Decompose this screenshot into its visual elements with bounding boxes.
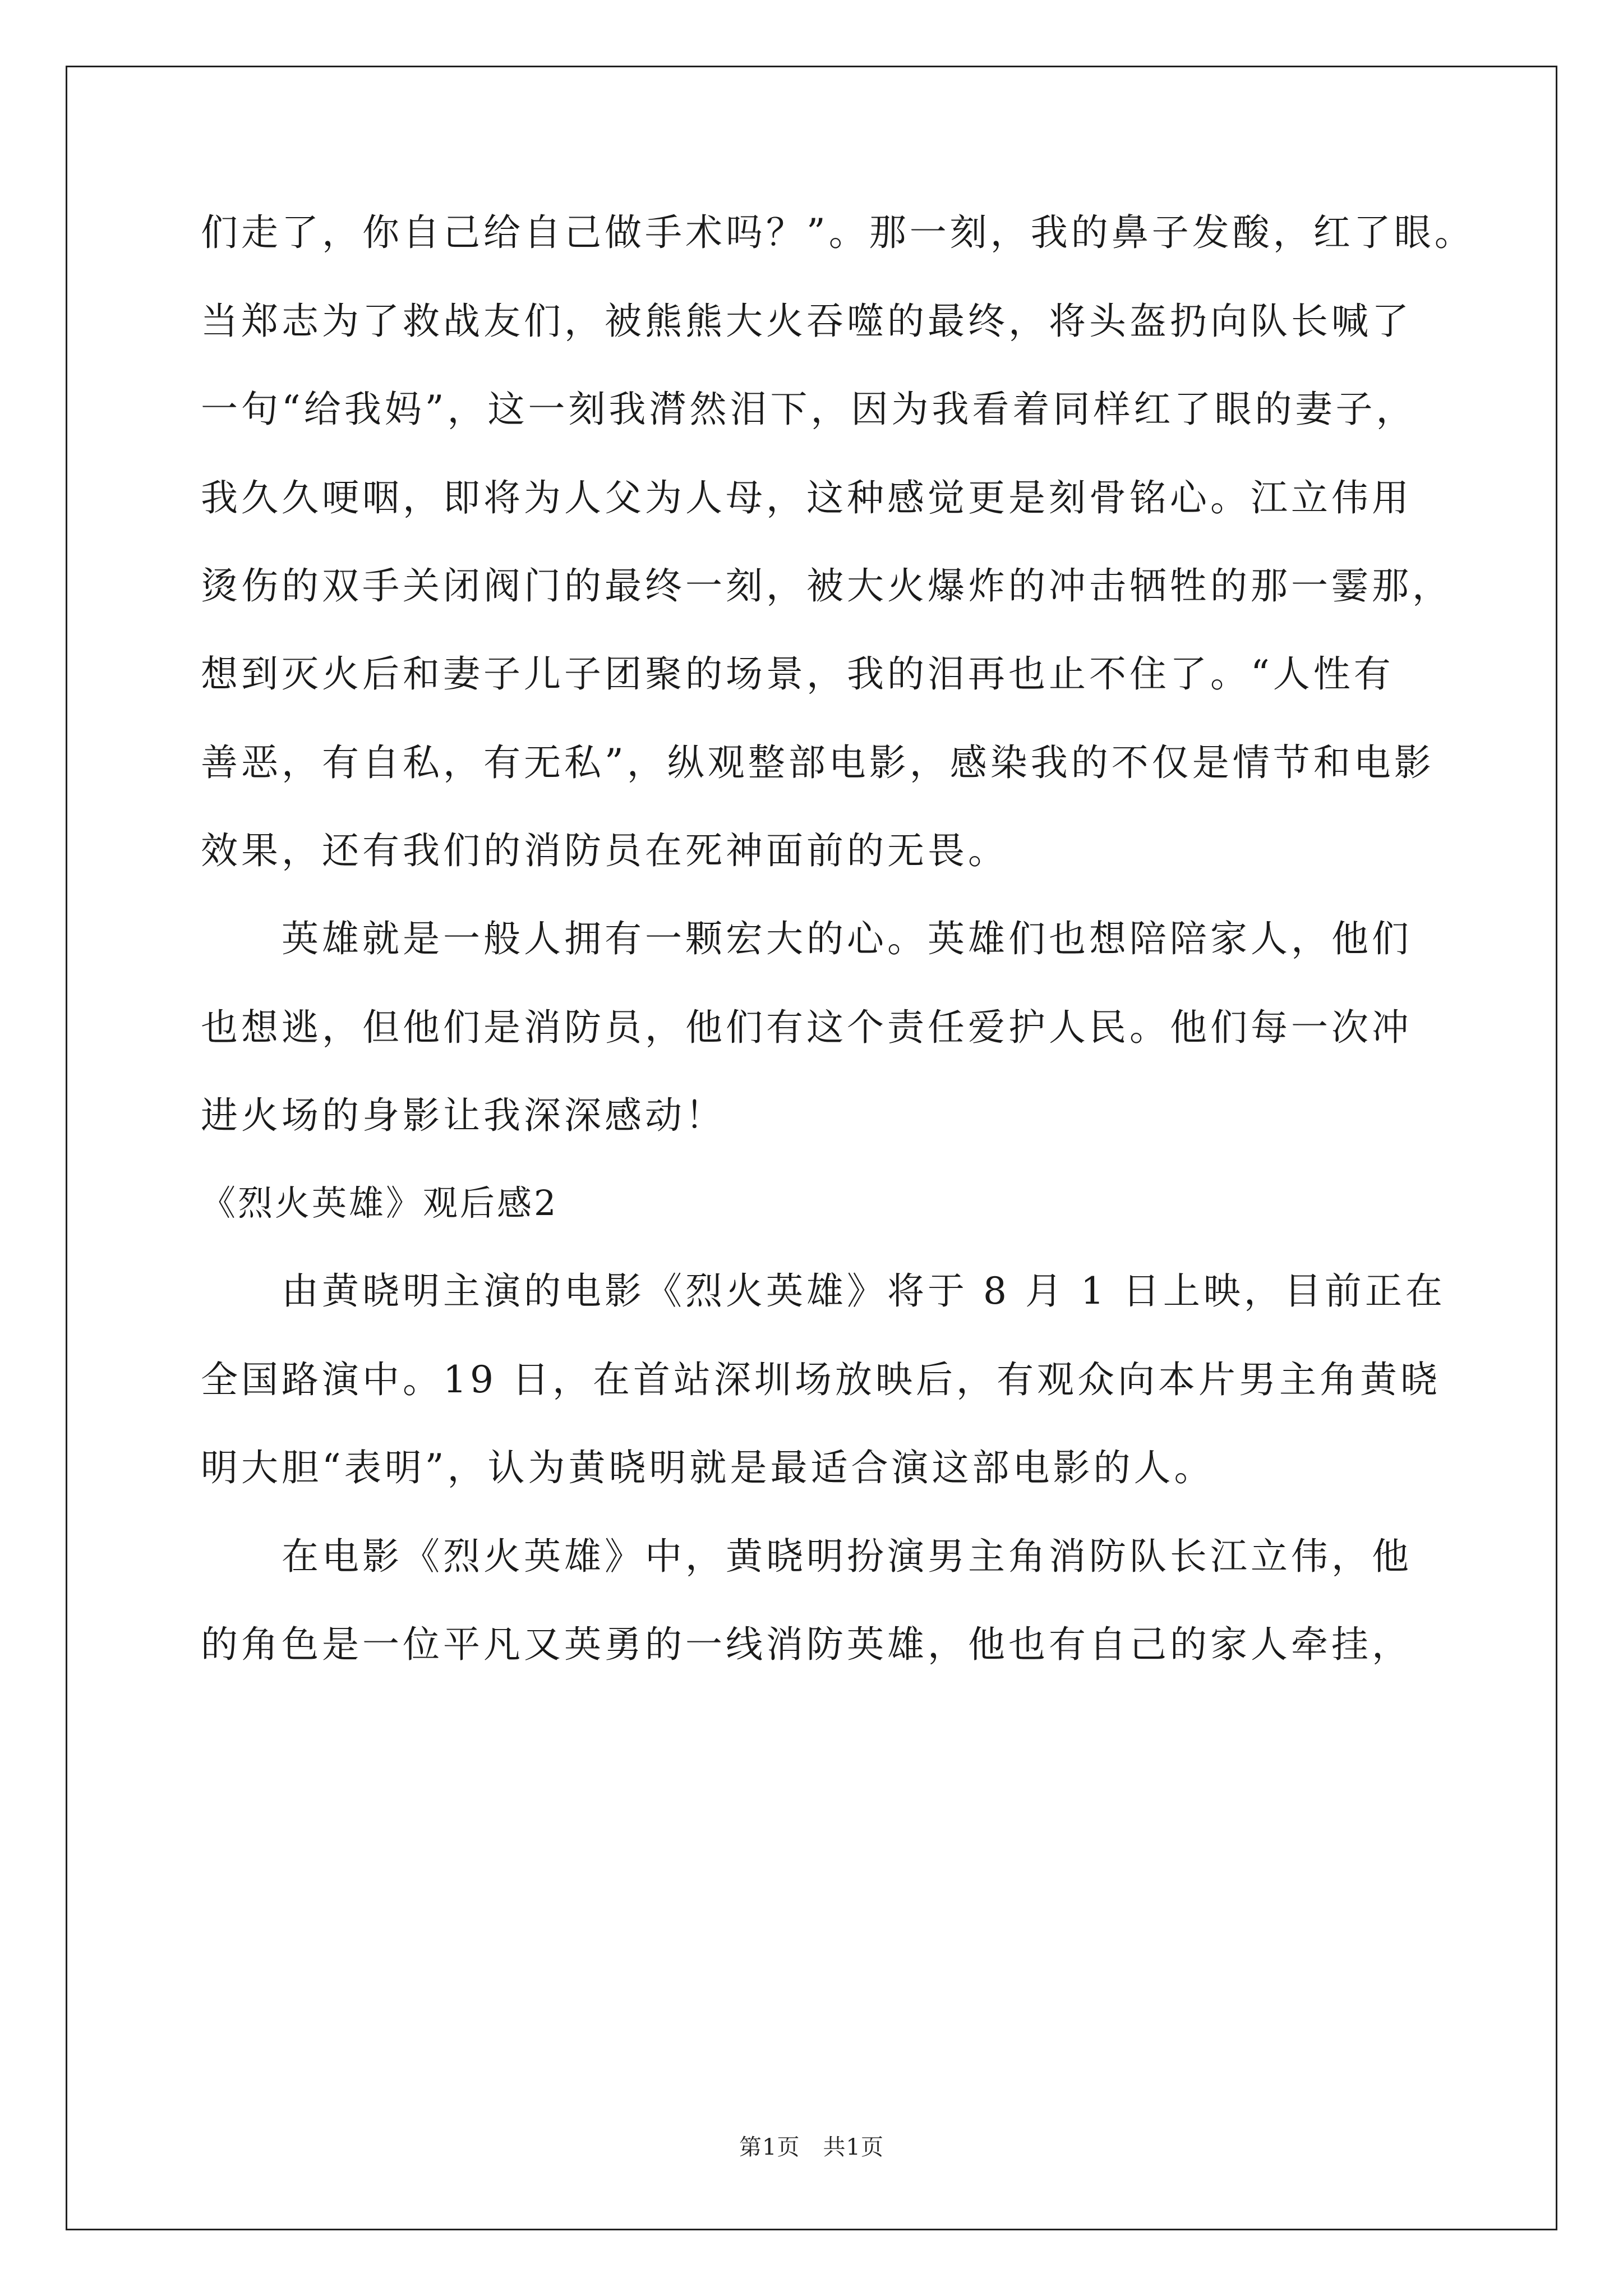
text-line: 在电影《烈火英雄》中，黄晓明扮演男主角消防队长江立伟，他 (282, 1535, 1412, 1578)
text-line: 我久久哽咽，即将为人父为人母，这种感觉更是刻骨铭心。江立伟用 (201, 476, 1412, 519)
text-line: 善恶，有自私，有无私”，纵观整部电影，感染我的不仅是情节和电影 (201, 741, 1435, 784)
text-line: 效果，还有我们的消防员在死神面前的无畏。 (201, 829, 1008, 872)
text-line: 烫伤的双手关闭阀门的最终一刻，被大火爆炸的冲击牺牲的那一霎那， (201, 564, 1453, 608)
page-number: 第1页 共1页 (739, 2134, 884, 2160)
text-line: 由黄晓明主演的电影《烈火英雄》将于 8 月 1 日上映，目前正在 (282, 1269, 1446, 1313)
text-line: 们走了，你自己给自己做手术吗？”。那一刻，我的鼻子发酸，红了眼。 (201, 211, 1475, 254)
text-line: 英雄就是一般人拥有一颗宏大的心。英雄们也想陪陪家人，他们 (282, 917, 1412, 960)
text-line: 一句“给我妈”，这一刻我潸然泪下，因为我看着同样红了眼的妻子， (201, 388, 1417, 431)
section-heading: 《烈火英雄》观后感2 (201, 1182, 559, 1223)
text-line: 明大胆“表明”，认为黄晓明就是最适合演这部电影的人。 (201, 1446, 1215, 1489)
text-line: 进火场的身影让我深深感动！ (201, 1094, 726, 1137)
text-line: 当郑志为了救战友们，被熊熊大火吞噬的最终，将头盔扔向队长喊了 (201, 300, 1412, 343)
text-line: 的角色是一位平凡又英勇的一线消防英雄，他也有自己的家人牵挂， (201, 1623, 1412, 1666)
text-line: 全国路演中。19 日，在首站深圳场放映后，有观众向本片男主角黄晓 (201, 1358, 1441, 1401)
text-line: 想到灭火后和妻子儿子团聚的场景，我的泪再也止不住了。“人性有 (201, 652, 1394, 696)
text-line: 也想逃，但他们是消防员，他们有这个责任爱护人民。他们每一次冲 (201, 1006, 1412, 1049)
